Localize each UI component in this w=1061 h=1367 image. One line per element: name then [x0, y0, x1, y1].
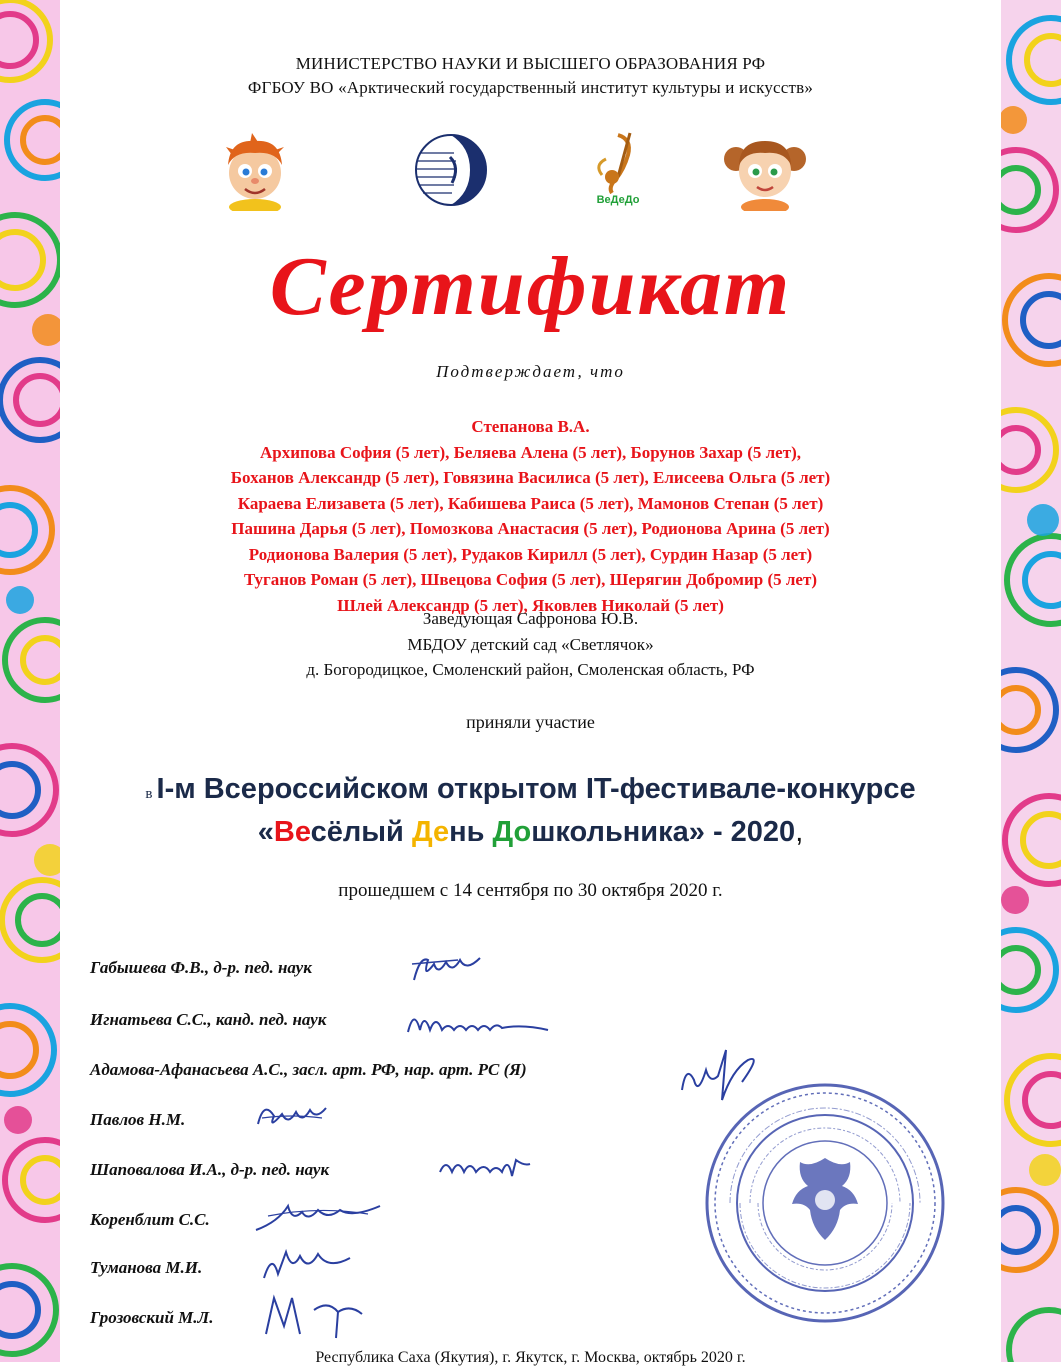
organization-address: д. Богородицкое, Смоленский район, Смоленская область, РФ: [306, 660, 755, 679]
children-line: Туганов Роман (5 лет), Швецова София (5 лет), Шерягин Добромир (5 лет): [244, 570, 817, 589]
children-line: Пашина Дарья (5 лет), Помозкова Анастасия (5 лет), Родионова Арина (5 лет): [231, 519, 830, 538]
footer-location-date: Республика Саха (Якутия), г. Якутск, г. Москва, октябрь 2020 г.: [315, 1349, 746, 1366]
signature-8: [258, 1290, 378, 1340]
festival-word-n: нь: [449, 816, 493, 848]
children-line: Боханов Александр (5 лет), Говязина Василиса (5 лет), Елисеева Ольга (5 лет): [230, 468, 831, 487]
jury-member: Павлов Н.М.: [90, 1110, 186, 1129]
participants-list: [60, 414, 1001, 618]
festival-line-2: [60, 813, 1001, 851]
jury-member: Адамова-Афанасьева А.С., засл. арт. РФ, нар. арт. РС (Я): [90, 1060, 527, 1079]
children-line: Родионова Валерия (5 лет), Рудаков Кирилл (5 лет), Сурдин Назар (5 лет): [248, 544, 813, 564]
festival-word-de: Де: [411, 816, 450, 848]
festival-word-selyi: сёлый: [310, 816, 412, 848]
event-period: прошедшем с 14 сентября по 30 октября 2020 г.: [338, 880, 723, 901]
festival-line-1: [60, 770, 1001, 813]
ministry-name: МИНИСТЕРСТВО НАУКИ И ВЫСШЕГО ОБРАЗОВАНИЯ РФ: [295, 54, 766, 73]
signature-1: [408, 950, 488, 990]
children-line: Караева Елизавета (5 лет), Кабишева Раиса (5 лет), Мамонов Степан (5 лет): [237, 493, 824, 513]
signature-2: [402, 1002, 552, 1042]
logo-row: [0, 133, 1061, 213]
teacher-name: Степанова В.А.: [471, 417, 590, 436]
institute-logo-icon: [414, 131, 488, 214]
jury-member: Габышева Ф.В., д-р. пед. наук: [90, 958, 312, 977]
jury-member: Грозовский М.Л.: [90, 1308, 214, 1327]
signature-5: [434, 1146, 534, 1186]
institute-name: ФГБОУ ВО «Арктический государственный институт культуры и искусств»: [247, 78, 814, 97]
vededo-logo-icon: [588, 129, 648, 212]
confirms-text: Подтверждает, что: [436, 362, 625, 381]
festival-comma: ,: [795, 816, 804, 848]
head-name: Заведующая Сафронова Ю.В.: [422, 609, 639, 628]
festival-word-shkolnika: школьника» - 2020: [531, 816, 796, 848]
festival-title-line1: I-м Всероссийском открытом IT-фестивале-конкурсе: [156, 773, 916, 805]
boy-cartoon-icon: [220, 133, 290, 216]
quote-open: «: [257, 816, 274, 848]
organization-info: [60, 606, 1001, 683]
festival-word-do: До: [492, 816, 532, 848]
jury-member: Игнатьева С.С., канд. пед. наук: [90, 1010, 327, 1029]
festival-word-ve: Ве: [273, 816, 311, 848]
signature-4: [252, 1096, 332, 1136]
signature-6: [248, 1196, 388, 1236]
children-line: Архипова София (5 лет), Беляева Алена (5 лет), Борунов Захар (5 лет),: [259, 442, 801, 462]
vededo-logo-text: ВеДеДо: [596, 194, 640, 206]
festival-prefix: в: [145, 786, 153, 802]
girl-cartoon-icon: [722, 129, 808, 216]
official-seal-icon: [700, 1078, 950, 1328]
signature-7: [258, 1244, 358, 1284]
issuer-header: [60, 52, 1001, 100]
festival-name: [60, 770, 1001, 851]
jury-member: Коренблит С.С.: [90, 1210, 210, 1229]
jury-member: Туманова М.И.: [90, 1258, 203, 1277]
certificate-title: Сертификат: [269, 240, 792, 333]
jury-member: Шаповалова И.А., д-р. пед. наук: [90, 1160, 330, 1179]
organization-name: МБДОУ детский сад «Светлячок»: [407, 634, 654, 654]
children-line: Шлей Александр (5 лет), Яковлев Николай (5 лет): [337, 595, 724, 615]
took-part-text: приняли участие: [466, 712, 595, 732]
